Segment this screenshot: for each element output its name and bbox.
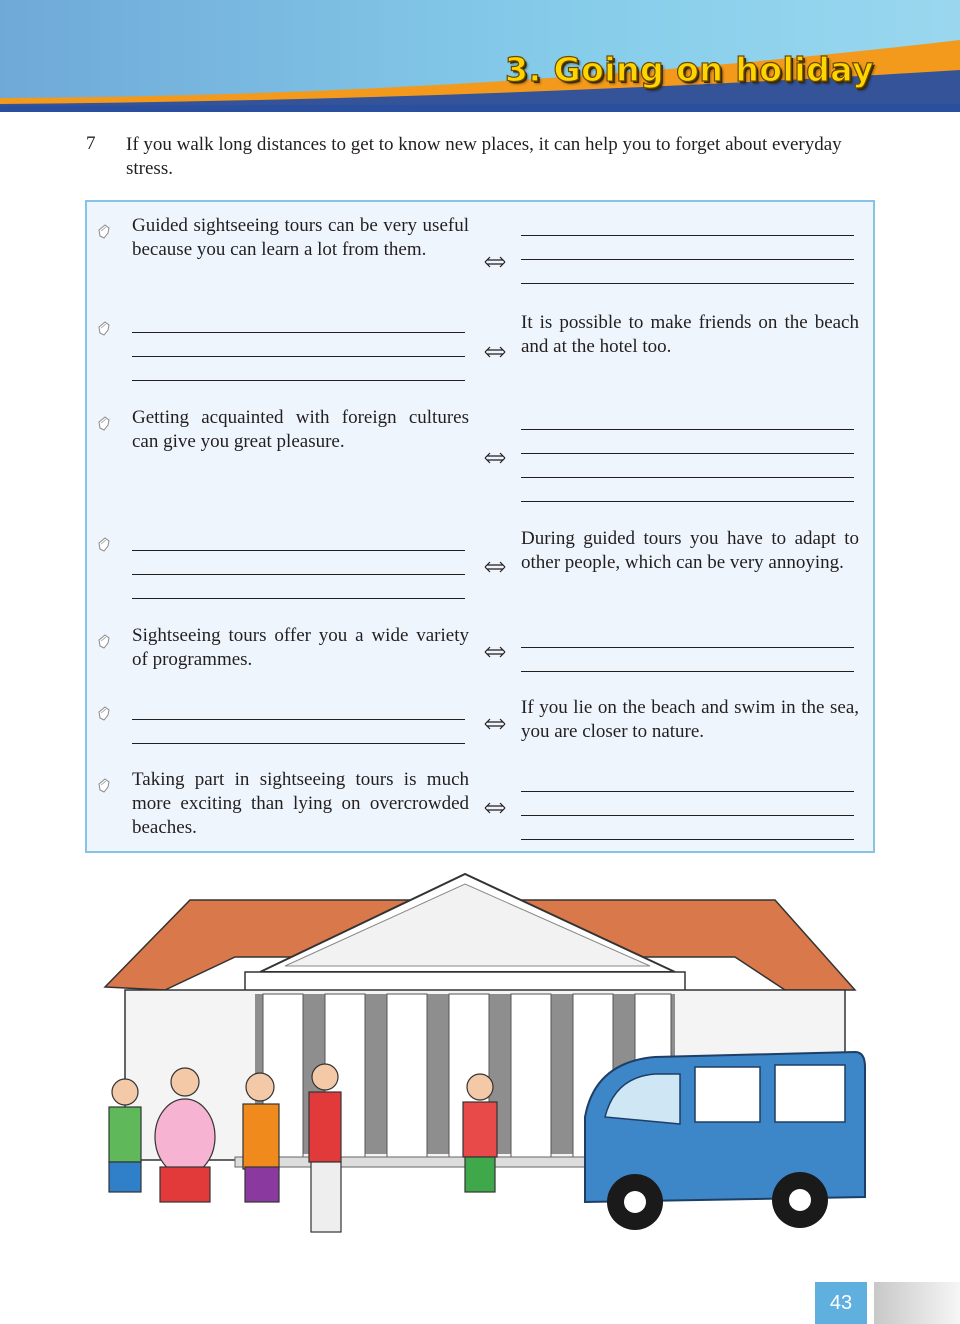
hand-pointer-icon [97, 537, 111, 553]
double-arrow-icon [484, 717, 506, 731]
answer-lines-right-3[interactable] [521, 406, 854, 502]
answer-line[interactable] [521, 478, 854, 502]
answer-line[interactable] [132, 575, 465, 599]
argument-left-1: Guided sightseeing tours can be very useful because you can learn a lot from them. [132, 215, 469, 260]
answer-line[interactable] [521, 624, 854, 648]
hand-pointer-icon [97, 224, 111, 240]
answer-lines-left-2[interactable] [132, 309, 465, 381]
arguments-box [85, 200, 875, 853]
chapter-title: 3. Going on holiday [505, 50, 874, 89]
answer-line[interactable] [132, 357, 465, 381]
tourists-bus-temple-illustration [95, 862, 870, 1262]
hand-pointer-icon [97, 321, 111, 337]
argument-left-3: Getting acquainted with foreign cultures can give you great pleasure. [132, 407, 469, 452]
page-number: 43 [815, 1282, 867, 1324]
answer-line[interactable] [521, 792, 854, 816]
hand-pointer-icon [97, 416, 111, 432]
double-arrow-icon [484, 255, 506, 269]
answer-line[interactable] [521, 260, 854, 284]
argument-left-5: Sightseeing tours offer you a wide variety of programmes. [132, 625, 469, 670]
double-arrow-icon [484, 345, 506, 359]
double-arrow-icon [484, 645, 506, 659]
answer-lines-right-5[interactable] [521, 624, 854, 672]
hand-pointer-icon [97, 706, 111, 722]
argument-right-2: It is possible to make friends on the beach and at the hotel too. [521, 312, 859, 357]
answer-lines-left-6[interactable] [132, 696, 465, 744]
answer-line[interactable] [521, 768, 854, 792]
answer-line[interactable] [132, 309, 465, 333]
page-header [0, 0, 960, 116]
hand-pointer-icon [97, 634, 111, 650]
answer-line[interactable] [132, 527, 465, 551]
answer-line[interactable] [521, 816, 854, 840]
page-footer-strip [874, 1282, 960, 1324]
exercise-number: 7 [86, 133, 96, 154]
hand-pointer-icon [97, 778, 111, 794]
double-arrow-icon [484, 801, 506, 815]
answer-lines-right-1[interactable] [521, 212, 854, 284]
answer-line[interactable] [132, 551, 465, 575]
exercise-intro: If you walk long distances to get to know new places, it can help you to forget about everyday stress. [126, 134, 842, 179]
answer-line[interactable] [132, 696, 465, 720]
answer-lines-left-4[interactable] [132, 527, 465, 599]
answer-line[interactable] [521, 648, 854, 672]
answer-line[interactable] [132, 720, 465, 744]
argument-right-4: During guided tours you have to adapt to other people, which can be very annoying. [521, 528, 859, 573]
illustration-graphic [95, 862, 870, 1262]
answer-line[interactable] [521, 236, 854, 260]
double-arrow-icon [484, 560, 506, 574]
answer-line[interactable] [521, 212, 854, 236]
argument-left-7: Taking part in sightseeing tours is much more exciting than lying on overcrowded beaches. [132, 769, 469, 838]
double-arrow-icon [484, 451, 506, 465]
answer-line[interactable] [521, 406, 854, 430]
answer-lines-right-7[interactable] [521, 768, 854, 840]
argument-right-6: If you lie on the beach and swim in the sea, you are closer to nature. [521, 697, 859, 742]
answer-line[interactable] [132, 333, 465, 357]
answer-line[interactable] [521, 454, 854, 478]
answer-line[interactable] [521, 430, 854, 454]
